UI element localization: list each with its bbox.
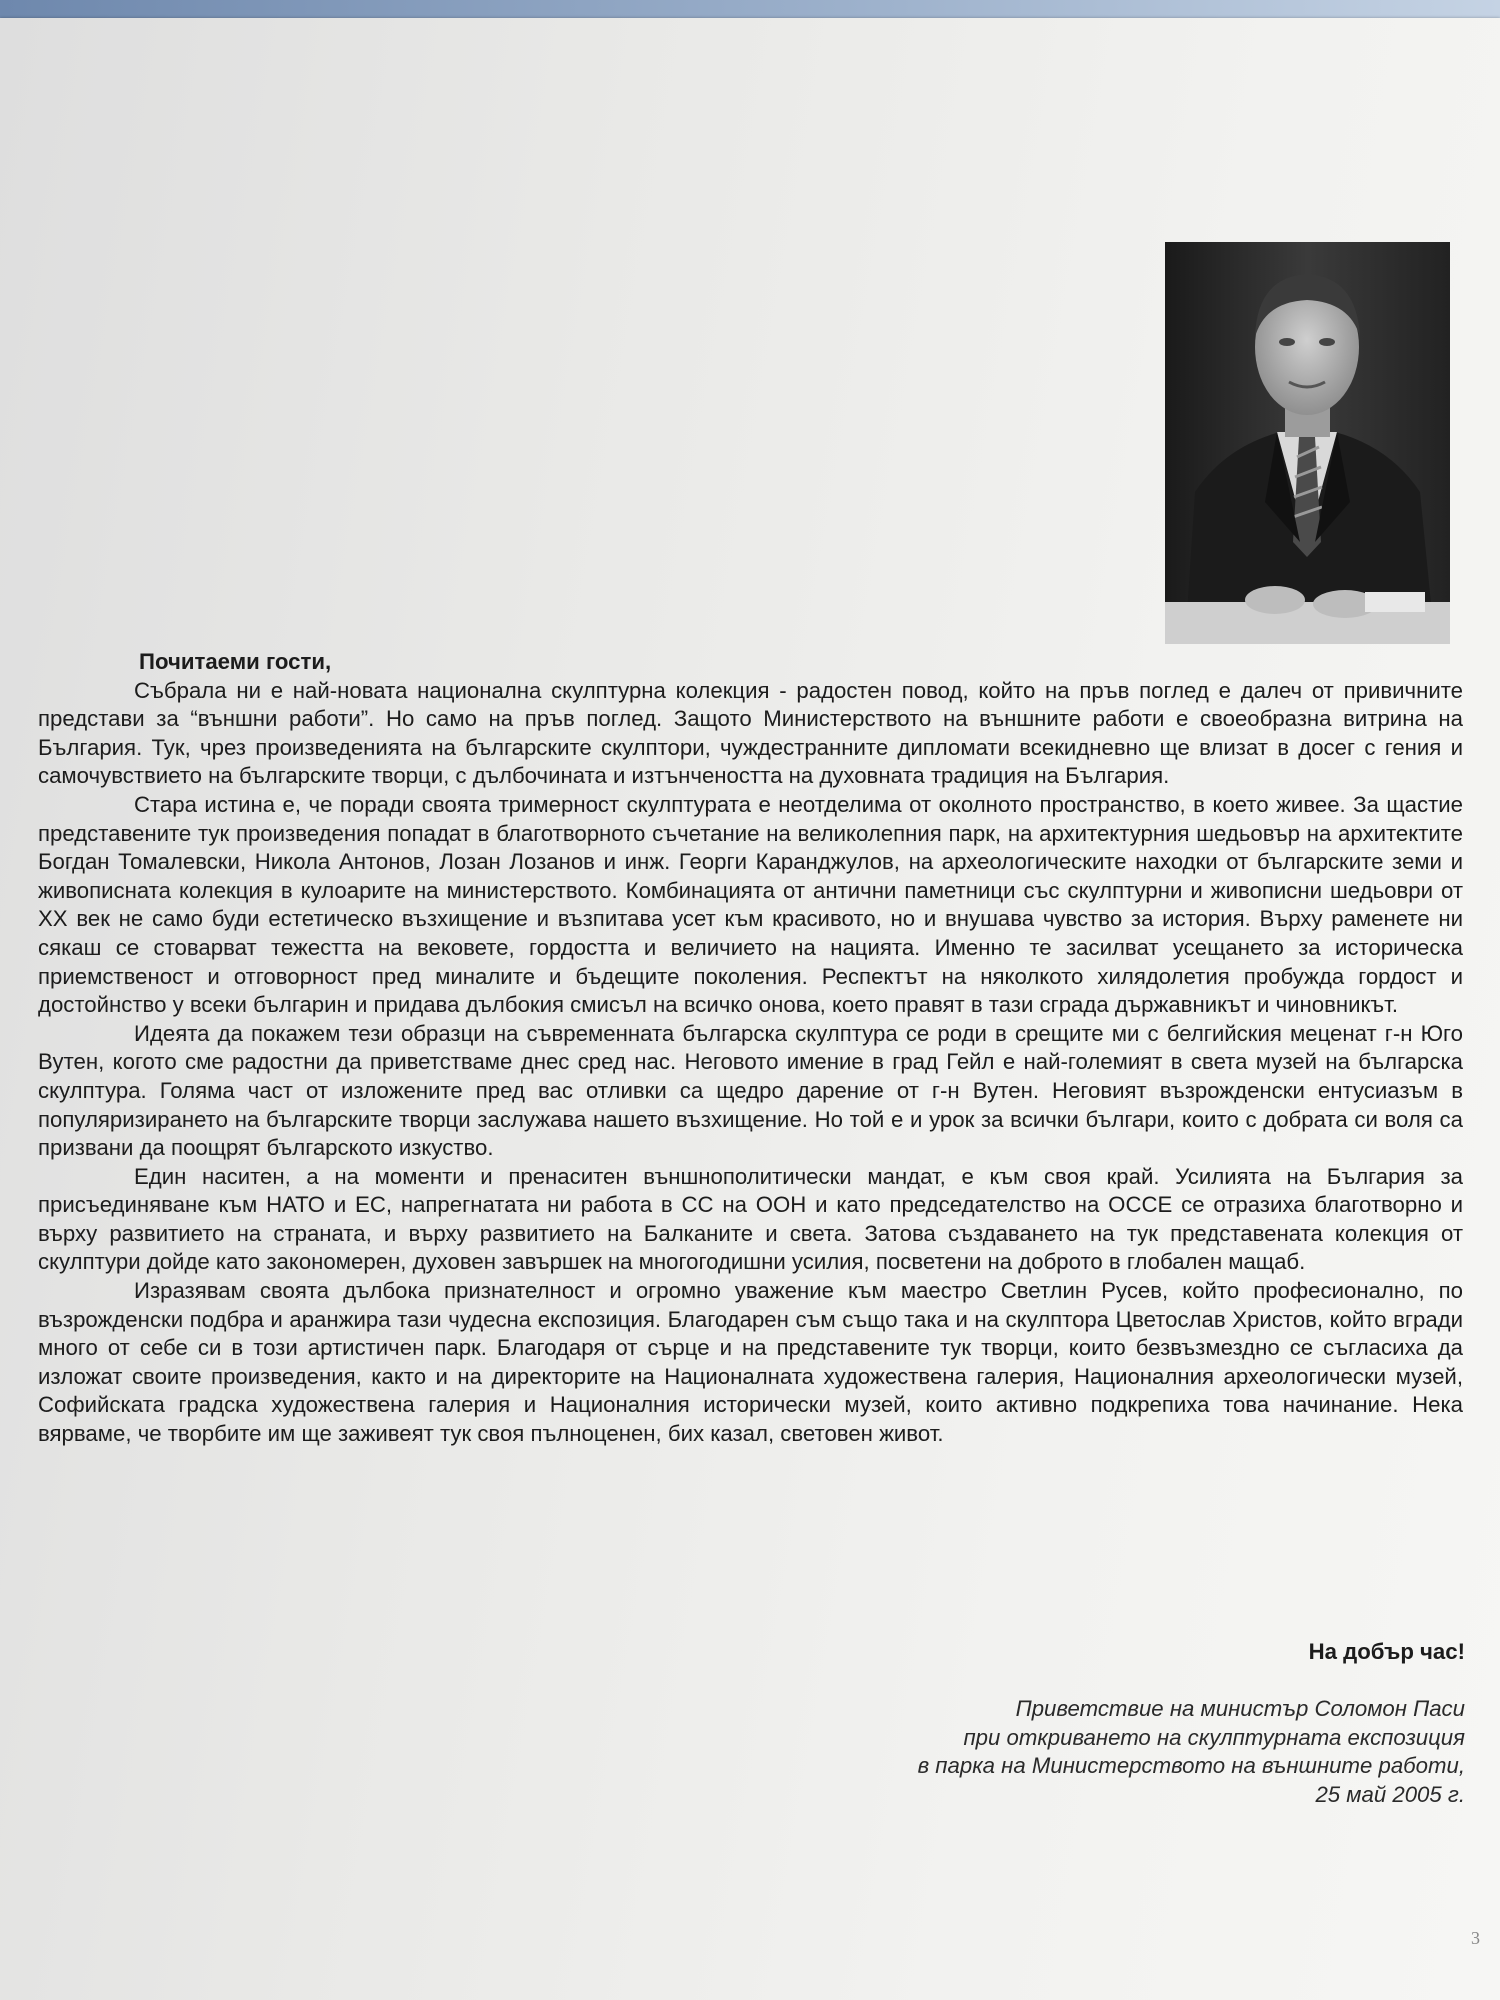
letter-closing: На добър час! [1308,1639,1465,1664]
signature-line: при откриването на скулптурната експозиция [963,1724,1465,1750]
letter-body [38,648,1463,1449]
letter-greeting: Почитаеми гости, [139,649,332,674]
page-number: 3 [1471,1928,1480,1948]
document-page [0,18,1500,2000]
portrait-illustration [1165,242,1450,644]
letter-paragraph: Идеята да покажем тези образци на съвременната българска скулптура се роди в срещите ми с белгийския меценат г-н Юго Вутен, когото сме радостни да приветстваме днес сред нас. Неговото имение в град Гейл е най-големият в света музей на българска скулптура. Голяма част от изложените пред вас отливки са щедро дарение от г-н Вутен. Неговият възрожденски ентусиазъм в популяризирането на българските творци заслужава нашето възхищение. Но той е и урок за всички българи, които с добрата си воля са призвани да поощрят българското изкуство. [38,1020,1463,1161]
letter-paragraph: Стара истина е, че поради своята тримерност скулптурата е неотделима от околното пространство, в което живее. За щастие представените тук произведения попадат в благотворното съчетание на великолепния парк, на архитектурния шедьовър на архитектите Богдан Томалевски, Никола Антонов, Лозан Лозанов и инж. Георги Каранджулов, на археологическите находки от българските земи и живописната колекция в кулоарите на министерството. Комбинацията от антични паметници със скулптурни и живописни шедьоври от ХХ век не само буди естетическо възхищение и възпитава усет към красивото, но и внушава чувство за история. Върху раменете ни сякаш се стоварват тежестта на вековете, гордостта и величието на нацията. Именно те засилват усещането за историческа приемственост и отговорност пред миналите и бъдещите поколения. Респектът на няколкото хилядолетия пробужда гордост и достойнство у всеки българин и придава дълбокия смисъл на всичко онова, което правят в тази сграда държавникът и чиновникът. [38,791,1463,1018]
letter-paragraph: Изразявам своята дълбока признателност и огромно уважение към маестро Светлин Русев, който професионално, по възрожденски подбра и аранжира тази чудесна експозиция. Благодарен съм също така и на скулптора Цветослав Христов, който вгради много от себе си в този артистичен парк. Благодаря от сърце и на представените тук творци, които безвъзмездно се съгласиха да изложат своите произведения, както и на директорите на Националната художествена галерия, Националния археологически музей, Софийската градска художествена галерия и Националния исторически музей, които активно подкрепиха това начинание. Нека вярваме, че творбите им ще заживеят тук своя пълноценен, бих казал, световен живот. [38,1278,1463,1447]
background-edge [0,0,1500,18]
signature-date: 25 май 2005 г. [1315,1781,1465,1807]
portrait-photo [1165,242,1450,644]
signature-line: Приветствие на министър Соломон Паси [1015,1696,1465,1721]
letter-paragraph: Един наситен, а на моменти и пренаситен външнополитически мандат, е към своя край. Усилията на България за присъединяване към НАТО и ЕС, напрегнатата ни работа в СС на ООН и като председателство на ОССЕ се отразиха благотворно и върху развитието на страната, и върху развитието на Балканите и света. Затова създаването на тук представената колекция от скулптури дойде като закономерен, духовен завършек на многогодишни усилия, посветени на доброто в глобален мащаб. [38,1163,1463,1275]
letter-paragraph: Събрала ни е най-новата национална скулптурна колекция - радостен повод, който на пръв поглед е далеч от привичните представи за “външни работи”. Но само на пръв поглед. Защото Министерството на външните работи е своеобразна витрина на България. Тук, чрез произведенията на българските скулптори, чуждестранните дипломати всекидневно ще влизат в досег с гения и самочувствието на българските творци, с дълбочината и изтънчеността на духовната традиция на България. [38,677,1463,789]
signature-line: в парка на Министерството на външните работи, [917,1753,1465,1779]
letter-signature [665,1695,1465,1809]
